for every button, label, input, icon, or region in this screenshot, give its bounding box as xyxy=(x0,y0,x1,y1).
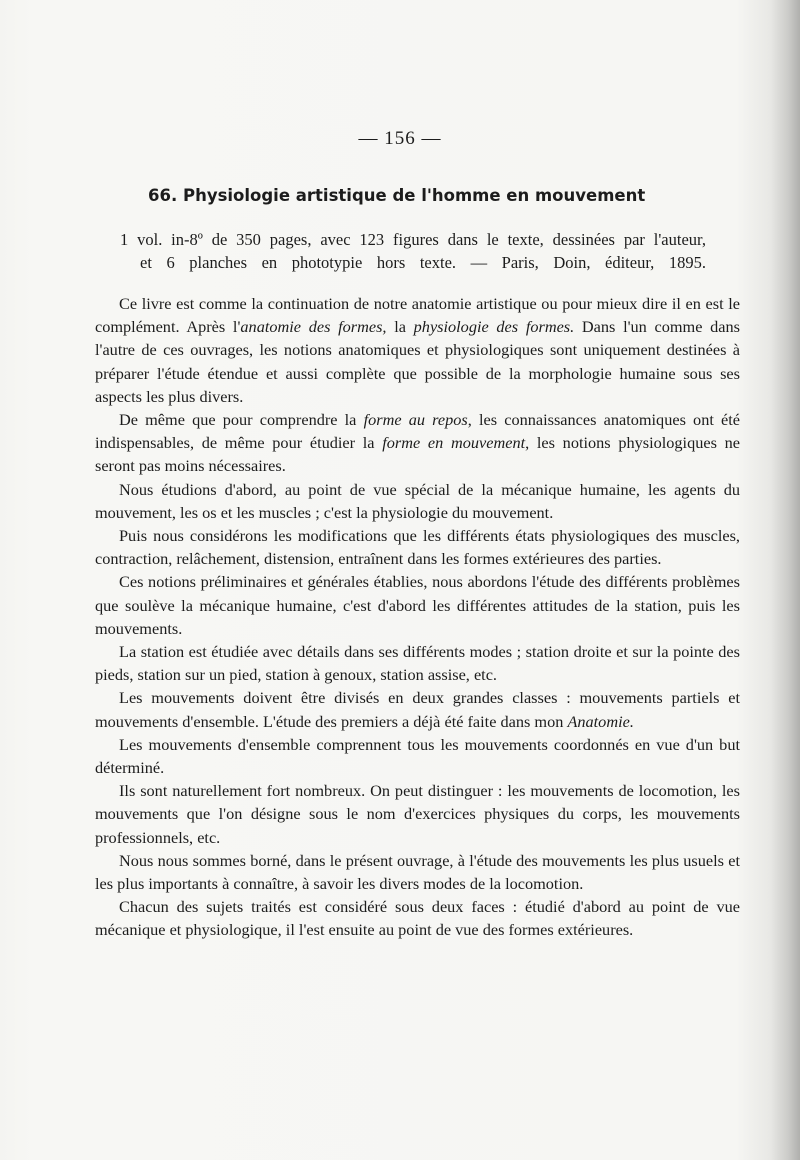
paragraph-7: Les mouvements doivent être divisés en deux grandes classes : mouvements partiels et mouvements d'ensemble. L'étude des premiers a déjà été faite dans mon Anatomie. xyxy=(95,688,740,731)
italic-physiologie-des-formes: physiologie des formes. xyxy=(413,317,575,337)
paragraph-2: De même que pour comprendre la forme au repos, les connaissances anatomiques ont été indispensables, de même pour étudier la forme en mouvement, les notions physiologiques ne seront pas moins nécessaires. xyxy=(95,410,740,476)
paragraph-11: Chacun des sujets traités est considéré sous deux faces : étudié d'abord au point de vue mécanique et physiologique, il l'est ensuite au point de vue des formes extérieures. xyxy=(95,897,740,940)
paragraph-10: Nous nous sommes borné, dans le présent ouvrage, à l'étude des mouvements les plus usuels et les plus importants à connaître, à savoir les divers modes de la locomotion. xyxy=(95,850,740,894)
paragraph-9: Ils sont naturellement fort nombreux. On peut distinguer : les mouvements de locomotion, les mouvements que l'on désigne sous le nom d'exercices physiques du corps, les mouvements professionnels, etc. xyxy=(95,781,740,847)
bibliographic-line-1: 1 vol. in-8º de 350 pages, avec 123 figures dans le texte, dessinées par l'auteur, xyxy=(120,230,706,249)
italic-anatomie: Anatomie. xyxy=(567,711,634,731)
section-title: 66. Physiologie artistique de l'homme en mouvement xyxy=(148,186,646,205)
italic-forme-en-mouvement: forme en mouvement xyxy=(382,433,526,453)
paragraph-5: Ces notions préliminaires et générales établies, nous abordons l'étude des différents problèmes que soulève la mécanique humaine, c'est d'abord les différentes attitudes de la station, puis les mouvements. xyxy=(95,572,740,638)
bibliographic-entry xyxy=(120,228,706,274)
paragraph-4: Puis nous considérons les modifications que les différents états physiologiques des muscles, contraction, relâchement, distension, entraînent dans les formes extérieures des parties. xyxy=(95,526,740,569)
italic-forme-au-repos: forme au repos xyxy=(363,410,468,430)
bibliographic-line-2: et 6 planches en phototypie hors texte. — Paris, Doin, éditeur, 1895. xyxy=(140,253,706,272)
paragraph-1: Ce livre est comme la continuation de notre anatomie artistique ou pour mieux dire il en est le complément. Après l'anatomie des formes, la physiologie des formes. Dans l'un comme dans l'autre de ces ouvrages, les notions anatomiques et physiologiques sont uniquement destinées à préparer l'étude étendue et aussi complète que possible de la morphologie humaine sous ses aspects les plus divers. xyxy=(95,294,740,406)
body-text xyxy=(95,286,740,942)
paragraph-3: Nous étudions d'abord, au point de vue spécial de la mécanique humaine, les agents du mouvement, les os et les muscles ; c'est la physiologie du mouvement. xyxy=(95,479,740,522)
page-number: — 156 — xyxy=(358,128,442,149)
paragraph-6: La station est étudiée avec détails dans ses différents modes ; station droite et sur la pointe des pieds, station sur un pied, station à genoux, station assise, etc. xyxy=(95,642,740,685)
italic-anatomie-des-formes: anatomie des formes, xyxy=(240,317,387,337)
page-edge-shadow xyxy=(770,0,800,1160)
paragraph-8: Les mouvements d'ensemble comprennent tous les mouvements coordonnés en vue d'un but déterminé. xyxy=(95,734,740,778)
